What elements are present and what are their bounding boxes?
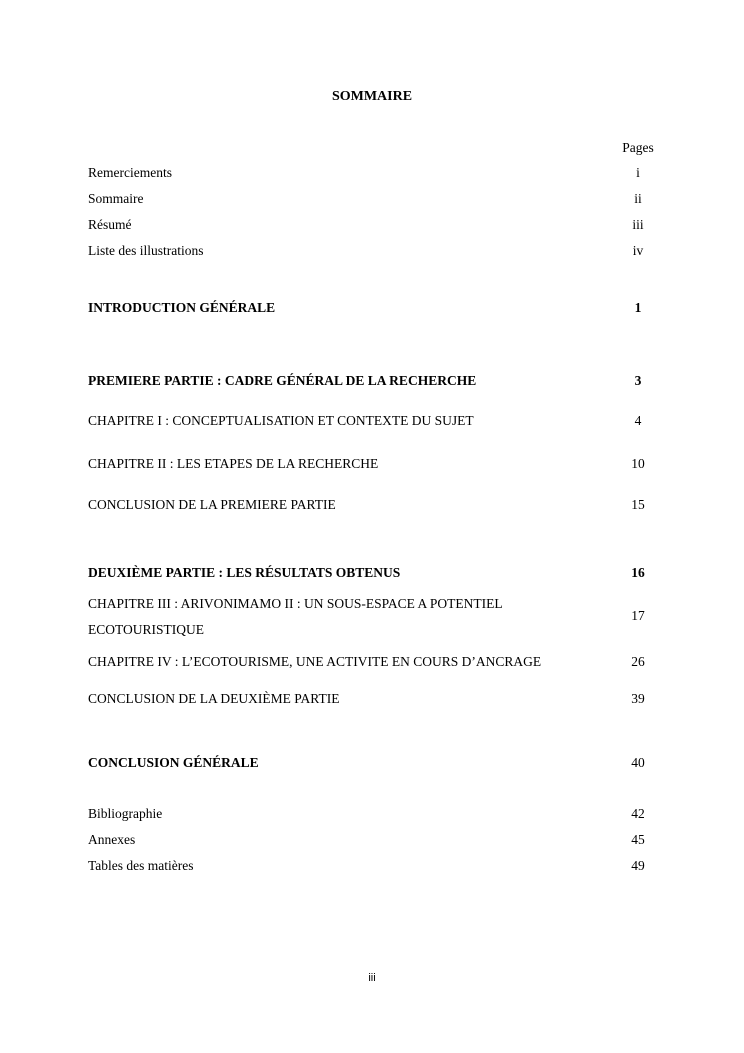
toc-page-chapitre-4: 26 [631,654,645,669]
toc-entry-sommaire: Sommaire [88,191,144,206]
toc-entry-premiere-partie: PREMIERE PARTIE : CADRE GÉNÉRAL DE LA RECHERCHE [88,373,477,388]
toc-page-premiere-partie: 3 [634,373,642,388]
toc-entry-deuxieme-partie: DEUXIÈME PARTIE : LES RÉSULTATS OBTENUS [88,565,401,580]
toc-page-remerciements: i [636,165,640,180]
toc-entry-liste-illustrations: Liste des illustrations [88,243,204,258]
toc-entry-bibliographie: Bibliographie [88,806,163,821]
toc-entry-chapitre-4: CHAPITRE IV : L’ECOTOURISME, UNE ACTIVITE EN COURS D’ANCRAGE [88,654,542,669]
toc-entry-remerciements: Remerciements [88,165,172,180]
page-title: SOMMAIRE [331,89,413,104]
toc-entry-tables-matieres: Tables des matières [88,858,194,873]
toc-page-conclusion-partie-1: 15 [631,497,645,512]
toc-entry-annexes: Annexes [88,832,136,847]
toc-page-conclusion-partie-2: 39 [631,691,645,706]
toc-page-introduction-generale: 1 [634,300,642,315]
toc-page-annexes: 45 [631,832,645,847]
toc-entry-chapitre-1: CHAPITRE I : CONCEPTUALISATION ET CONTEXTE DU SUJET [88,413,474,428]
toc-entry-chapitre-2: CHAPITRE II : LES ETAPES DE LA RECHERCHE [88,456,379,471]
toc-entry-chapitre-3-line1: CHAPITRE III : ARIVONIMAMO II : UN SOUS-ESPACE A POTENTIEL [88,596,503,611]
toc-entry-conclusion-generale: CONCLUSION GÉNÉRALE [88,755,259,770]
toc-page-chapitre-3: 17 [631,608,645,623]
toc-page-sommaire: ii [634,191,642,206]
pages-column-header: Pages [622,140,654,155]
toc-page-bibliographie: 42 [631,806,645,821]
toc-page-tables-matieres: 49 [631,858,645,873]
toc-entry-introduction-generale: INTRODUCTION GÉNÉRALE [88,300,276,315]
toc-entry-chapitre-3-line2: ECOTOURISTIQUE [88,622,204,637]
toc-page-chapitre-1: 4 [634,413,642,428]
toc-page-liste-illustrations: iv [632,243,644,258]
toc-entry-conclusion-partie-1: CONCLUSION DE LA PREMIERE PARTIE [88,497,336,512]
toc-entry-resume: Résumé [88,217,132,232]
toc-entry-conclusion-partie-2: CONCLUSION DE LA DEUXIÈME PARTIE [88,691,340,706]
toc-page-conclusion-generale: 40 [631,755,645,770]
toc-page-deuxieme-partie: 16 [631,565,645,580]
page-number-footer: iii [368,972,376,984]
toc-page-chapitre-2: 10 [631,456,645,471]
toc-page-resume: iii [632,217,644,232]
